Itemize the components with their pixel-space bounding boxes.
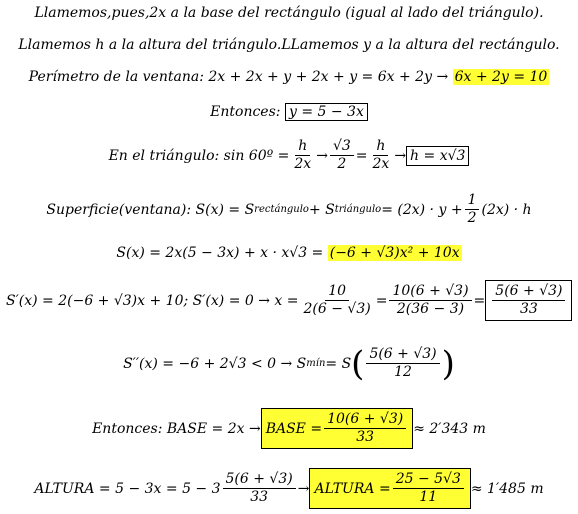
y-result-box: y = 5 − 3x bbox=[285, 103, 368, 121]
fraction-one-half bbox=[465, 192, 480, 227]
fraction-numerator: 5(6 + √3) bbox=[366, 346, 439, 364]
fraction-numerator: h bbox=[373, 138, 388, 156]
text-line-surface bbox=[0, 192, 578, 227]
fraction-rationalized bbox=[389, 283, 471, 318]
fraction-numerator: 10 bbox=[325, 283, 349, 301]
text-line-derivative bbox=[6, 280, 572, 321]
height-arrow: → bbox=[297, 480, 310, 497]
fraction-denominator: 33 bbox=[519, 301, 538, 317]
base-approx: ≈ 2′343 m bbox=[413, 420, 486, 437]
s-of-x-highlight: (−6 + √3)x² + 10x bbox=[329, 245, 460, 261]
derivative-equals-1: = bbox=[375, 292, 388, 309]
text-line-base-result bbox=[0, 408, 578, 449]
triangle-label: En el triángulo: sin 60º = bbox=[108, 147, 290, 164]
surface-middle: = (2x) · y + bbox=[381, 201, 463, 218]
height-text: ALTURA = 5 − 3x = 5 − 3 bbox=[34, 480, 221, 497]
fraction-denominator: 33 bbox=[356, 429, 375, 445]
left-paren: ( bbox=[351, 343, 365, 384]
surface-end: (2x) · h bbox=[481, 201, 532, 218]
fraction-denominator: 2(6 − √3) bbox=[303, 301, 371, 317]
fraction-numerator: 5(6 + √3) bbox=[223, 471, 296, 489]
text-line-second-derivative bbox=[0, 343, 578, 384]
fraction-h-2x-second bbox=[370, 138, 393, 173]
fraction-denominator: 12 bbox=[394, 364, 412, 380]
fraction-x-result bbox=[492, 283, 565, 318]
s-of-x-text: S(x) = 2x(5 − 3x) + x · x√3 = bbox=[116, 245, 328, 261]
height-label: ALTURA = bbox=[314, 480, 391, 497]
text-line-then-y bbox=[0, 103, 578, 121]
then-y-label: Entonces: bbox=[210, 104, 285, 120]
x-result-box bbox=[485, 280, 572, 321]
perimeter-highlight: 6x + 2y = 10 bbox=[454, 69, 548, 85]
surface-label: Superficie(ventana): S(x) = S bbox=[46, 201, 255, 218]
base-text: Entonces: BASE = 2x → bbox=[92, 420, 261, 437]
fraction-denominator: 2x bbox=[294, 156, 312, 172]
second-derivative-text: S′′(x) = −6 + 2√3 < 0 → S bbox=[123, 355, 307, 372]
fraction-denominator: 2 bbox=[337, 156, 347, 172]
surface-plus: + S bbox=[308, 201, 335, 218]
s-min-equals: = S bbox=[325, 355, 352, 372]
subscript-rectangulo: rectángulo bbox=[254, 203, 309, 215]
text-line-s-of-x bbox=[0, 244, 578, 262]
fraction-numerator: 25 − 5√3 bbox=[393, 471, 464, 489]
triangle-equals: = bbox=[355, 147, 368, 164]
fraction-numerator: 5(6 + √3) bbox=[492, 283, 565, 301]
fraction-numerator: 1 bbox=[465, 192, 480, 210]
text-line-triangle bbox=[0, 138, 578, 173]
fraction-numerator: h bbox=[295, 138, 310, 156]
fraction-denominator: 2x bbox=[372, 156, 390, 172]
perimeter-text: Perímetro de la ventana: 2x + 2x + y + 2x + y = 6x + 2y → bbox=[28, 69, 453, 85]
fraction-height bbox=[393, 471, 464, 506]
subscript-triangulo: triángulo bbox=[334, 203, 382, 215]
height-highlight-box bbox=[309, 468, 470, 509]
text-line-height-definition: Llamemos h a la altura del triángulo.LLamemos y a la altura del rectángulo. bbox=[18, 37, 560, 53]
fraction-s-min bbox=[366, 346, 439, 381]
derivative-text: S′(x) = 2(−6 + √3)x + 10; S′(x) = 0 → x = bbox=[6, 292, 299, 309]
right-paren: ) bbox=[441, 343, 455, 384]
fraction-10-over bbox=[301, 283, 374, 318]
fraction-sqrt3-2 bbox=[330, 138, 354, 173]
text-line-height-result bbox=[0, 468, 578, 509]
text-line-base-definition: Llamemos,pues,2x a la base del rectángulo (igual al lado del triángulo). bbox=[34, 5, 544, 21]
fraction-base bbox=[324, 411, 406, 446]
base-label: BASE = bbox=[265, 420, 323, 437]
h-result-box: h = x√3 bbox=[406, 146, 469, 166]
fraction-denominator: 33 bbox=[250, 489, 269, 505]
fraction-denominator: 2 bbox=[467, 210, 477, 226]
height-approx: ≈ 1′485 m bbox=[470, 480, 544, 497]
fraction-denominator: 11 bbox=[419, 489, 438, 505]
fraction-height-x bbox=[223, 471, 296, 506]
subscript-min: mín bbox=[306, 357, 326, 369]
fraction-denominator: 2(36 − 3) bbox=[396, 301, 465, 317]
triangle-arrow: → bbox=[316, 147, 328, 164]
text-line-perimeter bbox=[0, 68, 578, 86]
fraction-numerator: 10(6 + √3) bbox=[324, 411, 406, 429]
base-highlight-box bbox=[261, 408, 414, 449]
fraction-numerator: 10(6 + √3) bbox=[389, 283, 471, 301]
derivative-equals-2: = bbox=[473, 292, 486, 309]
fraction-h-2x bbox=[291, 138, 314, 173]
fraction-numerator: √3 bbox=[330, 138, 354, 156]
triangle-arrow-2: → bbox=[394, 147, 407, 164]
